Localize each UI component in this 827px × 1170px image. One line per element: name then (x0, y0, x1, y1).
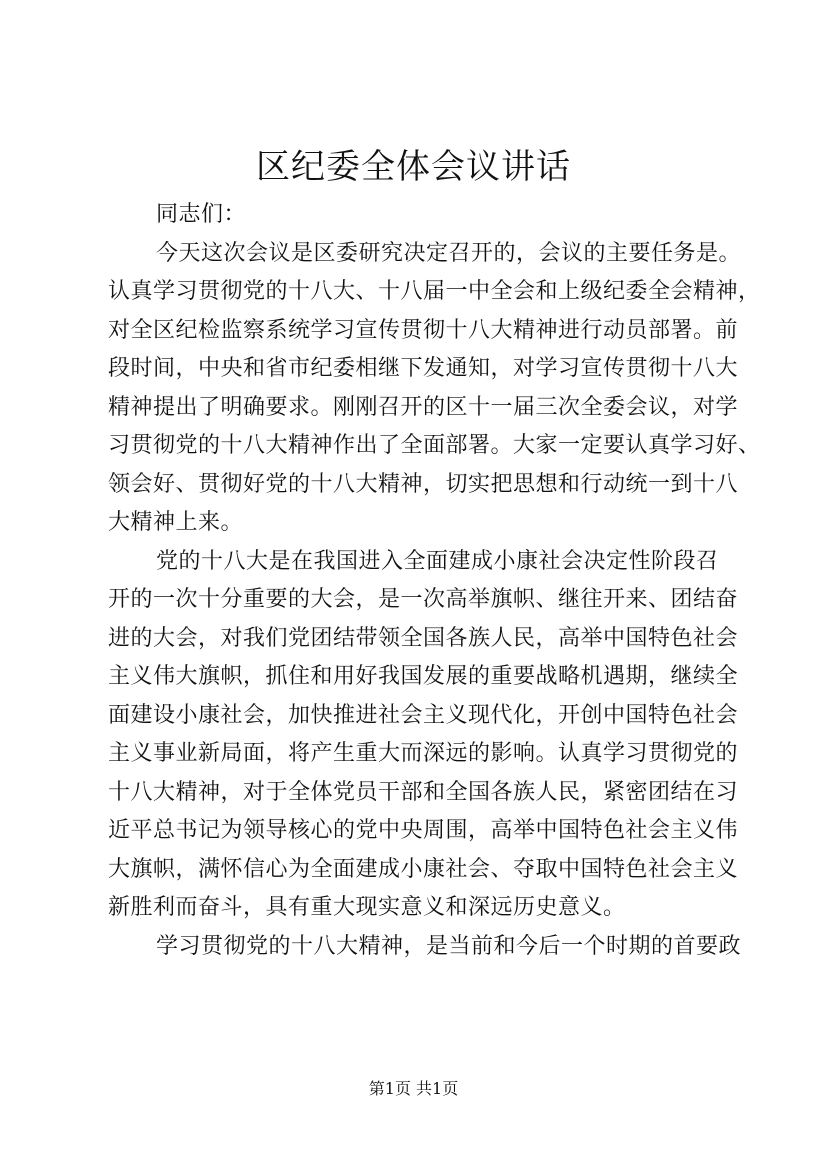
paragraph-line: 主义伟大旗帜，抓住和用好我国发展的重要战略机遇期，继续全 (108, 664, 739, 689)
document-body (108, 196, 761, 966)
paragraph-line: 新胜利而奋斗，具有重大现实意义和深远历史意义。 (108, 895, 626, 920)
paragraph-line: 开的一次十分重要的大会，是一次高举旗帜、继往开来、团结奋 (108, 587, 739, 612)
paragraph-line: 学习贯彻党的十八大精神，是当前和今后一个时期的首要政 (156, 933, 742, 959)
page-footer: 第1页 共1页 (368, 1079, 459, 1098)
paragraph-line: 段时间，中央和省市纪委相继下发通知，对学习宣传贯彻十八大 (108, 356, 739, 381)
paragraph-line: 认真学习贯彻党的十八大、十八届一中全会和上级纪委全会精神， (108, 279, 761, 304)
paragraph-line: 精神提出了明确要求。刚刚召开的区十一届三次全委会议，对学 (108, 394, 739, 420)
document-title: 区纪委全体会议讲话 (256, 147, 571, 187)
paragraph-line: 领会好、贯彻好党的十八大精神，切实把思想和行动统一到十八 (108, 471, 739, 497)
paragraph-line: 对全区纪检监察系统学习宣传贯彻十八大精神进行动员部署。前 (108, 317, 739, 343)
paragraph-line: 近平总书记为领导核心的党中央周围，高举中国特色社会主义伟 (108, 818, 739, 843)
paragraph-line: 大精神上来。 (108, 510, 244, 535)
paragraph-line: 面建设小康社会，加快推进社会主义现代化，开创中国特色社会 (108, 702, 739, 728)
paragraph-line: 党的十八大是在我国进入全面建成小康社会决定性阶段召 (156, 548, 719, 574)
salutation-line: 同志们： (156, 202, 247, 227)
paragraph-line: 大旗帜，满怀信心为全面建成小康社会、夺取中国特色社会主义 (108, 856, 739, 882)
paragraph-line: 习贯彻党的十八大精神作出了全面部署。大家一定要认真学习好、 (108, 433, 761, 458)
paragraph-line: 主义事业新局面，将产生重大而深远的影响。认真学习贯彻党的 (108, 741, 739, 766)
paragraph-line: 进的大会，对我们党团结带领全国各族人民，高举中国特色社会 (108, 625, 739, 651)
paragraph-line: 十八大精神，对于全体党员干部和全国各族人民，紧密团结在习 (108, 779, 739, 805)
paragraph-line: 今天这次会议是区委研究决定召开的，会议的主要任务是。 (156, 240, 742, 266)
